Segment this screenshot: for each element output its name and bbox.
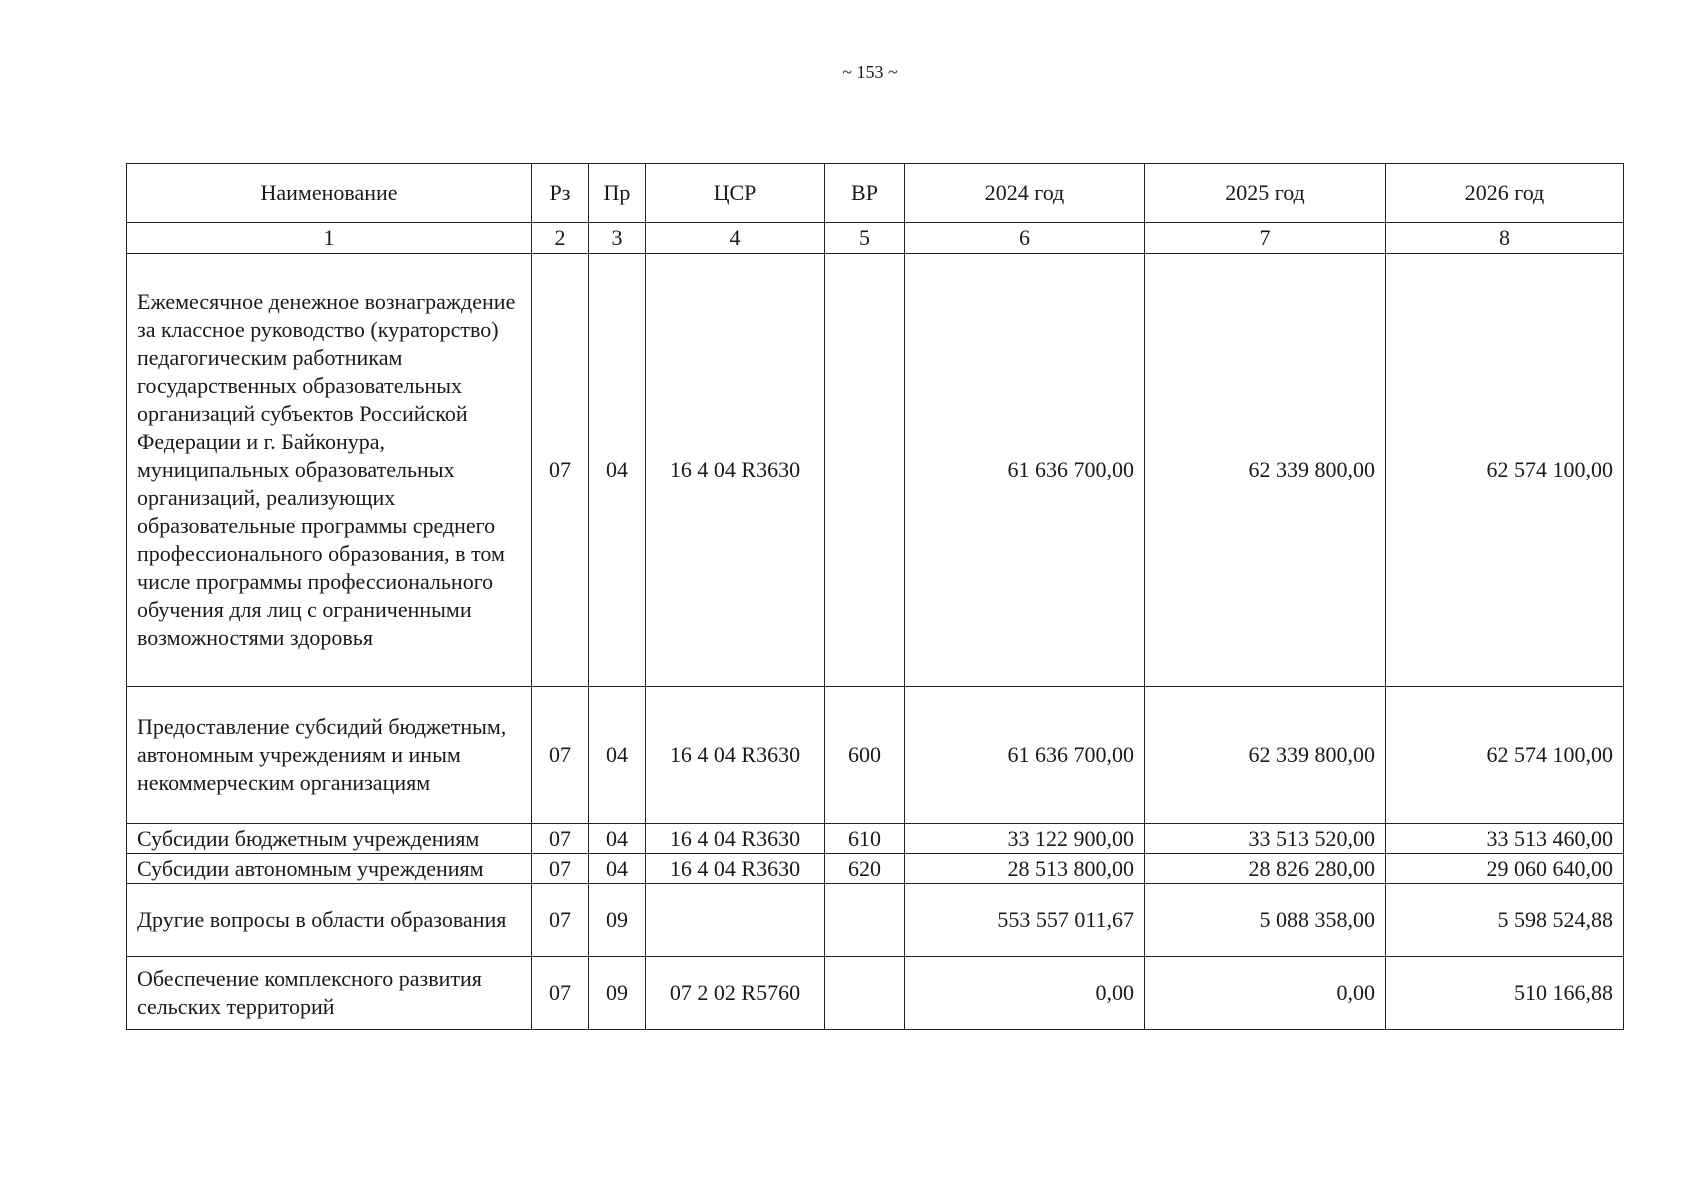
column-number: 3 — [589, 223, 646, 254]
header-2026: 2026 год — [1386, 164, 1624, 223]
table-row — [127, 884, 1624, 957]
row-rz: 07 — [532, 254, 589, 687]
row-csr — [646, 884, 825, 957]
budget-table — [126, 163, 1624, 1030]
row-2025: 0,00 — [1145, 957, 1386, 1030]
row-csr: 07 2 02 R5760 — [646, 957, 825, 1030]
table-row — [127, 254, 1624, 687]
row-csr: 16 4 04 R3630 — [646, 687, 825, 824]
row-pr: 04 — [589, 687, 646, 824]
row-pr: 04 — [589, 854, 646, 884]
row-2026: 510 166,88 — [1386, 957, 1624, 1030]
row-pr: 04 — [589, 254, 646, 687]
table-row — [127, 957, 1624, 1030]
row-rz: 07 — [532, 687, 589, 824]
row-vr — [825, 957, 905, 1030]
row-2026: 33 513 460,00 — [1386, 824, 1624, 854]
row-2025: 62 339 800,00 — [1145, 254, 1386, 687]
header-rz: Рз — [532, 164, 589, 223]
row-csr: 16 4 04 R3630 — [646, 854, 825, 884]
row-rz: 07 — [532, 854, 589, 884]
header-2024: 2024 год — [905, 164, 1145, 223]
row-name: Субсидии автономным учреждениям — [127, 854, 532, 884]
row-vr — [825, 254, 905, 687]
row-csr: 16 4 04 R3630 — [646, 824, 825, 854]
row-2024: 33 122 900,00 — [905, 824, 1145, 854]
column-number: 7 — [1145, 223, 1386, 254]
row-2024: 61 636 700,00 — [905, 687, 1145, 824]
column-number: 5 — [825, 223, 905, 254]
row-2024: 553 557 011,67 — [905, 884, 1145, 957]
row-2025: 28 826 280,00 — [1145, 854, 1386, 884]
row-pr: 09 — [589, 884, 646, 957]
row-2025: 5 088 358,00 — [1145, 884, 1386, 957]
row-rz: 07 — [532, 884, 589, 957]
row-pr: 04 — [589, 824, 646, 854]
column-number: 1 — [127, 223, 532, 254]
column-number-row — [127, 223, 1624, 254]
row-rz: 07 — [532, 824, 589, 854]
table-row — [127, 824, 1624, 854]
row-csr: 16 4 04 R3630 — [646, 254, 825, 687]
row-2026: 5 598 524,88 — [1386, 884, 1624, 957]
header-name: Наименование — [127, 164, 532, 223]
row-name: Ежемесячное денежное вознаграждение за классное руководство (кураторство) педагогическим работникам государственных образовательных организаций субъектов Российской Федерации и г. Байконура, муниципальных образовательных организаций, реализующих образовательные программы среднего профессионального образования, в том числе программы профессионального обучения для лиц с ограниченными возможностями здоровья — [127, 254, 532, 687]
row-2024: 61 636 700,00 — [905, 254, 1145, 687]
column-number: 6 — [905, 223, 1145, 254]
row-vr: 600 — [825, 687, 905, 824]
row-vr — [825, 884, 905, 957]
row-2024: 0,00 — [905, 957, 1145, 1030]
row-pr: 09 — [589, 957, 646, 1030]
row-2025: 62 339 800,00 — [1145, 687, 1386, 824]
header-pr: Пр — [589, 164, 646, 223]
row-name: Предоставление субсидий бюджетным, автономным учреждениям и иным некоммерческим организациям — [127, 687, 532, 824]
row-name: Обеспечение комплексного развития сельских территорий — [127, 957, 532, 1030]
row-2026: 62 574 100,00 — [1386, 687, 1624, 824]
header-2025: 2025 год — [1145, 164, 1386, 223]
row-2026: 62 574 100,00 — [1386, 254, 1624, 687]
row-2024: 28 513 800,00 — [905, 854, 1145, 884]
row-vr: 610 — [825, 824, 905, 854]
table-row — [127, 687, 1624, 824]
column-number: 4 — [646, 223, 825, 254]
header-vr: ВР — [825, 164, 905, 223]
column-number: 8 — [1386, 223, 1624, 254]
header-csr: ЦСР — [646, 164, 825, 223]
row-2025: 33 513 520,00 — [1145, 824, 1386, 854]
header-row — [127, 164, 1624, 223]
table-row — [127, 854, 1624, 884]
row-vr: 620 — [825, 854, 905, 884]
column-number: 2 — [532, 223, 589, 254]
page-number: ~ 153 ~ — [842, 62, 898, 82]
row-2026: 29 060 640,00 — [1386, 854, 1624, 884]
row-name: Субсидии бюджетным учреждениям — [127, 824, 532, 854]
row-rz: 07 — [532, 957, 589, 1030]
row-name: Другие вопросы в области образования — [127, 884, 532, 957]
